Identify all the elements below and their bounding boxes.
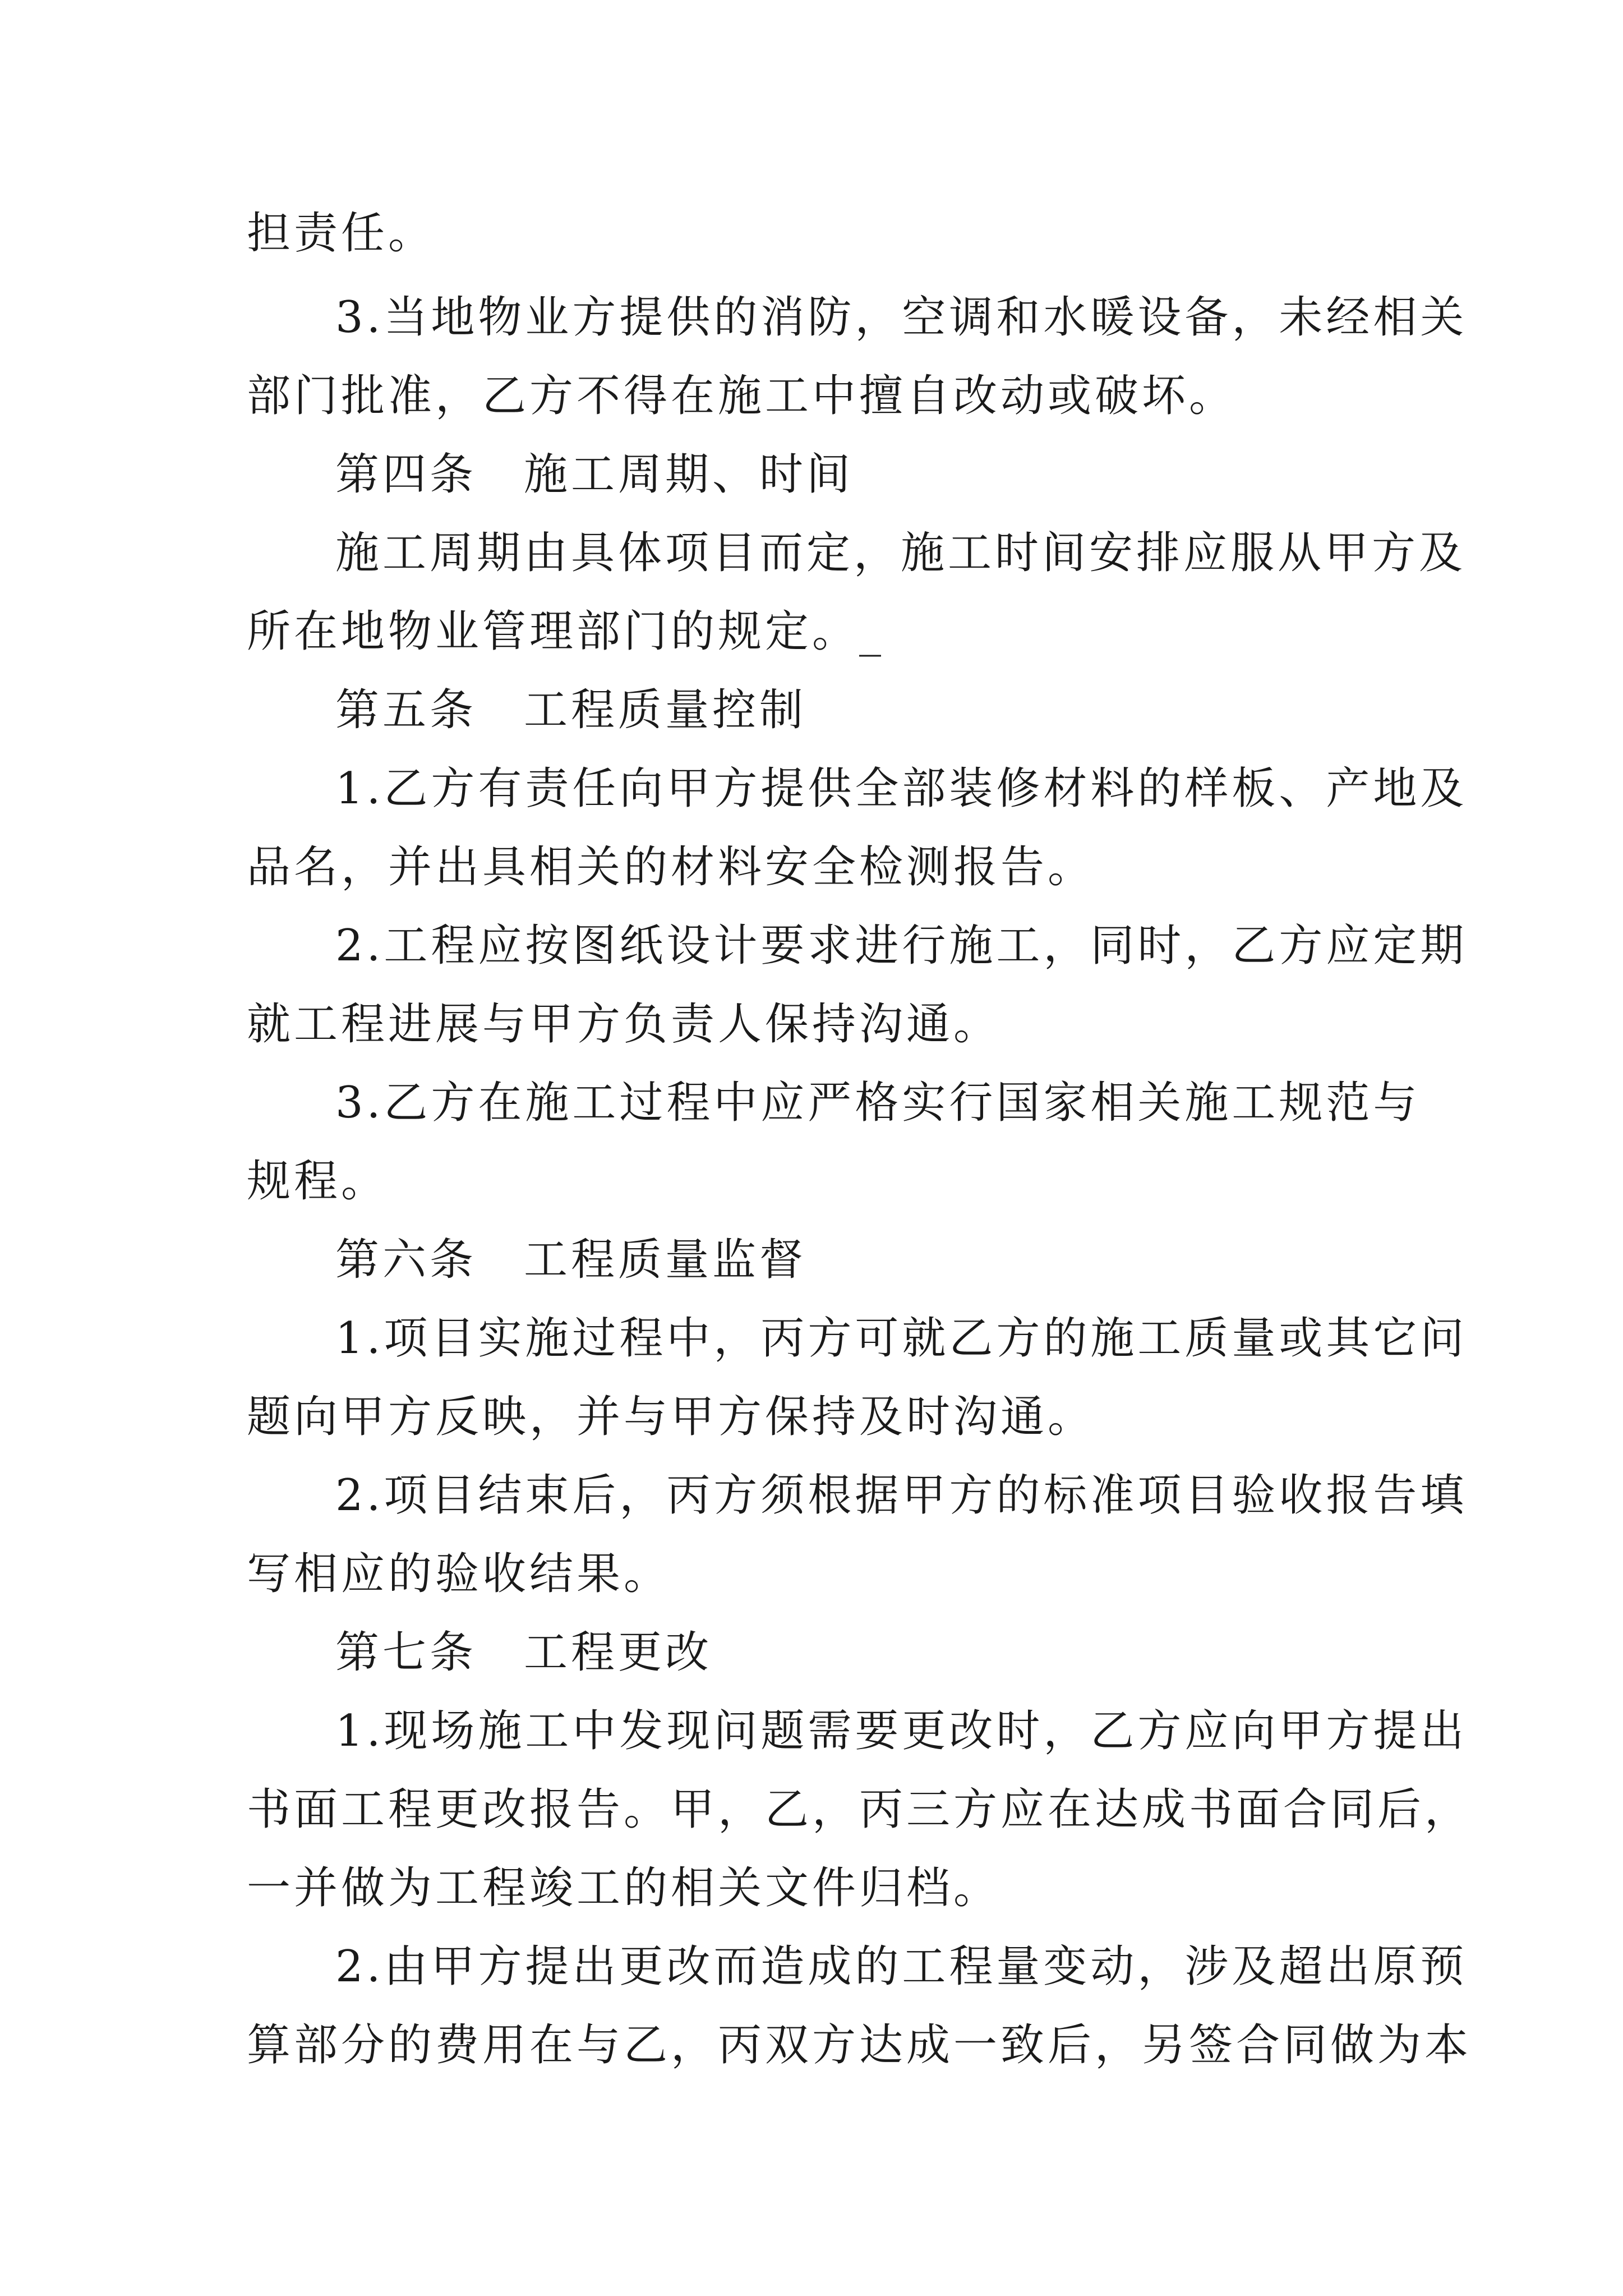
text-line: 1.乙方有责任向甲方提供全部装修材料的样板、产地及: [335, 763, 1468, 814]
text-line: 担责任。: [247, 208, 436, 259]
section-heading: 第四条 施工周期、时间: [335, 449, 854, 500]
text-line: 书面工程更改报告。甲，乙，丙三方应在达成书面合同后，: [247, 1784, 1472, 1835]
section-heading: 第五条 工程质量控制: [335, 685, 807, 735]
text-line: 所在地物业管理部门的规定。_: [247, 606, 885, 657]
text-line: 品名，并出具相关的材料安全检测报告。: [247, 842, 1095, 892]
text-line: 2.由甲方提出更改而造成的工程量变动，涉及超出原预: [335, 1941, 1468, 1992]
section-heading: 第七条 工程更改: [335, 1627, 713, 1678]
text-line: 写相应的验收结果。: [247, 1549, 671, 1599]
text-line: 规程。: [247, 1156, 389, 1207]
text-line: 1.现场施工中发现问题需要更改时，乙方应向甲方提出: [335, 1706, 1468, 1756]
text-line: 1.项目实施过程中，丙方可就乙方的施工质量或其它问: [335, 1313, 1468, 1364]
section-heading: 第六条 工程质量监督: [335, 1235, 807, 1285]
text-line: 题向甲方反映，并与甲方保持及时沟通。: [247, 1392, 1095, 1442]
text-line: 3.当地物业方提供的消防，空调和水暖设备，未经相关: [335, 292, 1468, 343]
text-line: 施工周期由具体项目而定，施工时间安排应服从甲方及: [335, 528, 1467, 578]
text-line: 2.工程应按图纸设计要求进行施工，同时，乙方应定期: [335, 921, 1468, 971]
text-line: 3.乙方在施工过程中应严格实行国家相关施工规范与: [335, 1078, 1421, 1128]
text-line: 就工程进展与甲方负责人保持沟通。: [247, 999, 1001, 1050]
text-line: 2.项目结束后，丙方须根据甲方的标准项目验收报告填: [335, 1470, 1468, 1521]
text-line: 一并做为工程竣工的相关文件归档。: [247, 1863, 1001, 1913]
text-line: 算部分的费用在与乙，丙双方达成一致后，另签合同做为本: [247, 2020, 1472, 2070]
text-line: 部门批准，乙方不得在施工中擅自改动或破坏。: [247, 371, 1237, 421]
